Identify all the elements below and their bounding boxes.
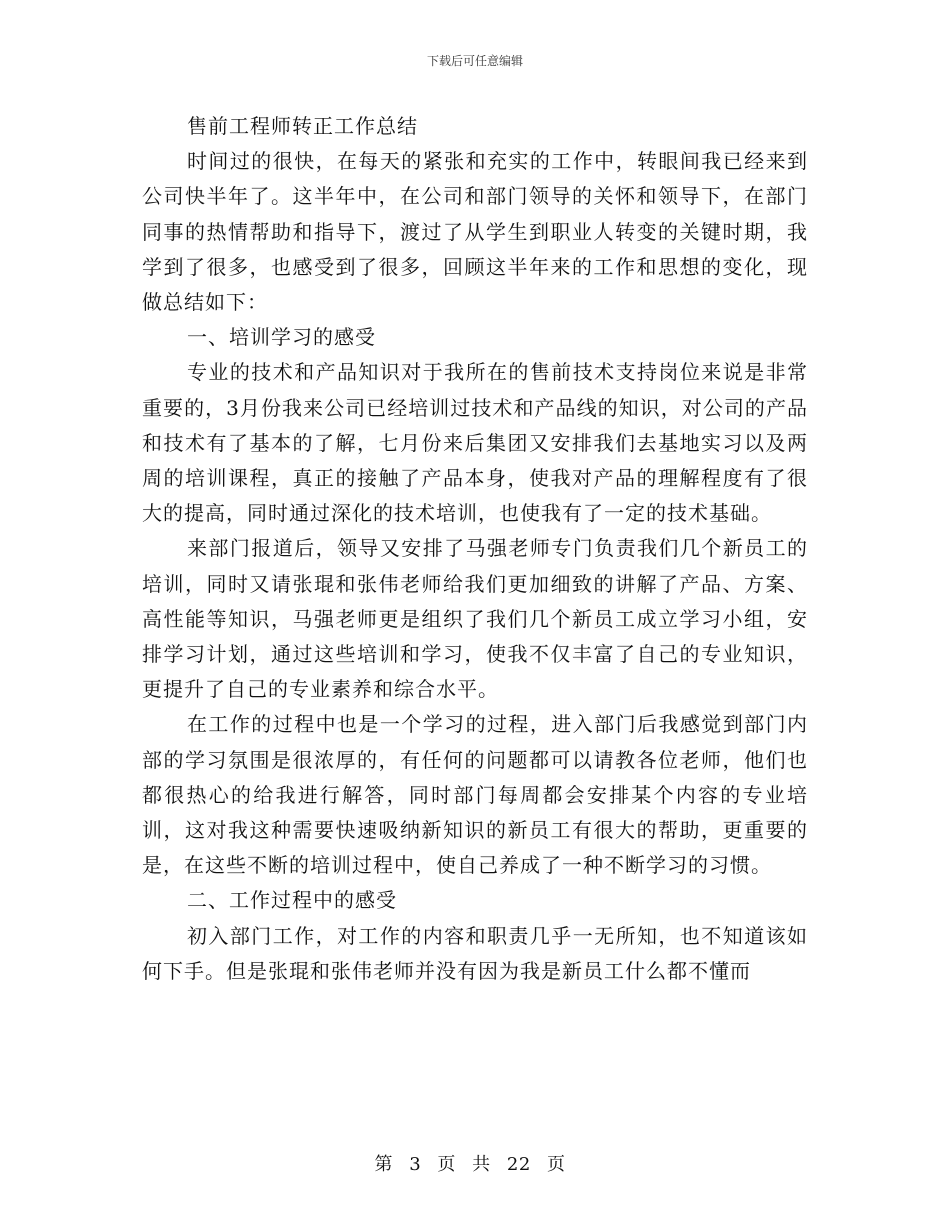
- intro-paragraph: 时间过的很快，在每天的紧张和充实的工作中，转眼间我已经来到公司快半年了。这半年中，在公司和部门领导的关怀和领导下，在部门同事的热情帮助和指导下，渡过了从学生到职业人转变的关键时期，我学到了很多，也感受到了很多，回顾这半年来的工作和思想的变化，现做总结如下：: [142, 149, 808, 315]
- page-header-note: 下载后可任意编辑: [426, 54, 523, 68]
- document-body: [142, 109, 808, 989]
- paragraph: 初入部门工作，对工作的内容和职责几乎一无所知，也不知道该如何下手。但是张琨和张伟老师并没有因为我是新员工什么都不懂而: [142, 923, 808, 983]
- paragraph: 来部门报道后，领导又安排了马强老师专门负责我们几个新员工的培训，同时又请张琨和张伟老师给我们更加细致的讲解了产品、方案、高性能等知识，马强老师更是组织了我们几个新员工成立学习小组，安排学习计划，通过这些培训和学习，使我不仅丰富了自己的专业知识，更提升了自己的专业素养和综合水平。: [142, 536, 808, 702]
- footer-label-page-unit: 页: [437, 1154, 456, 1175]
- section-heading-work: 二、工作过程中的感受: [187, 888, 397, 913]
- current-page-number: 3: [409, 1154, 422, 1175]
- footer-label-total-unit: 页: [547, 1154, 566, 1175]
- section-heading-training: 一、培训学习的感受: [187, 325, 376, 350]
- footer-label-total: 共: [472, 1154, 491, 1175]
- document-title: 售前工程师转正工作总结: [187, 114, 418, 138]
- page-footer: [0, 1153, 950, 1177]
- paragraph: 专业的技术和产品知识对于我所在的售前技术支持岗位来说是非常重要的，3月份我来公司已经培训过技术和产品线的知识，对公司的产品和技术有了基本的了解，七月份来后集团又安排我们去基地实习以及两周的培训课程，真正的接触了产品本身，使我对产品的理解程度有了很大的提高，同时通过深化的技术培训，也使我有了一定的技术基础。: [142, 360, 808, 526]
- footer-label-page: 第: [374, 1154, 393, 1175]
- paragraph: 在工作的过程中也是一个学习的过程，进入部门后我感觉到部门内部的学习氛围是很浓厚的，有任何的问题都可以请教各位老师，他们也都很热心的给我进行解答，同时部门每周都会安排某个内容的专业培训，这对我这种需要快速吸纳新知识的新员工有很大的帮助，更重要的是，在这些不断的培训过程中，使自己养成了一种不断学习的习惯。: [142, 712, 808, 878]
- total-pages-number: 22: [506, 1154, 531, 1175]
